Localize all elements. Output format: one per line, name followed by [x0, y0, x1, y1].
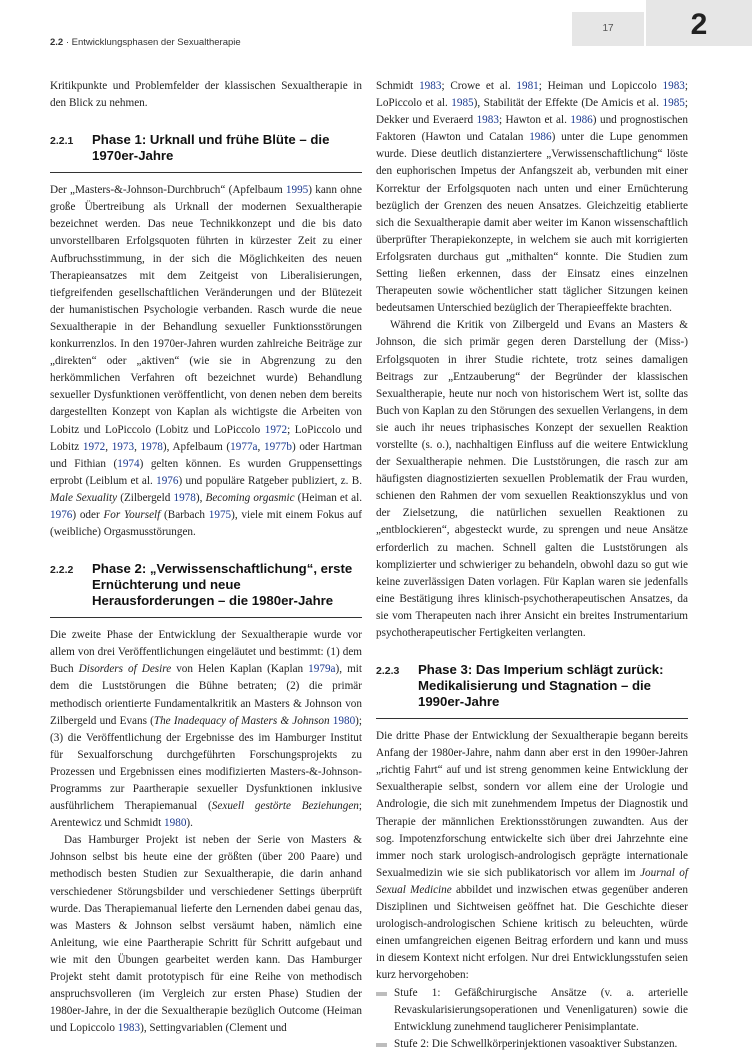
section-title: Phase 2: „Verwissenschaftlichung“, erste Ernüchterung und neue Herausforderungen – die 1980er-Jahre: [92, 561, 353, 609]
text-run: Die dritte Phase der Entwicklung der Sexualtherapie begann bereits Anfang der 1980er-Jahre, nahm dann aber erst in den 1990er-Jahren „richtig Fahrt“ auf und ist streng genommen keine Entwicklung der Sexualtherapie selbst, sondern vor allem eine der Urologie und Andrologie, die sich mit zunehmendem Impetus der Diagnostik und Therapie der männlichen Erektionsstörungen zuwandten. Aus der sog. Impotenzforschung entwickelte sich über drei Jahrzehnte eine immer noch stark urologisch-andrologisch geprägte internationale Sexualmedizin wie sie sich publikatorisch vor allem im: [376, 730, 688, 879]
text-run: (Zilbergeld: [117, 491, 174, 504]
running-head-section: 2.2: [50, 37, 64, 48]
citation-year: 1972: [82, 440, 106, 453]
citation-year: 1986: [529, 131, 552, 144]
citation-year: 1976: [50, 508, 73, 521]
text-run: ) und populäre Ratgeber publiziert, z. B.: [178, 474, 362, 487]
bullet-dash-icon: [376, 992, 387, 996]
text-run: ; Crowe et al.: [441, 80, 517, 92]
book-title: Sexuell gestörte Beziehungen: [211, 800, 359, 813]
chapter-number: 2: [646, 0, 752, 46]
text-run: ; Hawton et al.: [498, 114, 571, 127]
paragraph: [50, 832, 362, 1037]
citation-year: 1973: [111, 440, 135, 453]
text-run: ; LoPiccolo und Lobitz: [50, 423, 363, 453]
text-run: ; LoPiccolo et al.: [376, 80, 688, 110]
section-heading-2-2-2: [50, 561, 362, 618]
text-run: von Helen Kaplan (Kaplan: [171, 663, 309, 676]
paragraph: [376, 728, 688, 984]
citation-year: 1978: [140, 440, 163, 453]
citation-year: 1983: [476, 114, 499, 127]
text-run: ) gelten können. Es wurden Gruppensettings erprobt (Leiblum et al.: [50, 457, 362, 487]
citation-year: 1983: [419, 80, 442, 92]
text-run: Der „Masters-&-Johnson-Durchbruch“ (Apfelbaum: [50, 184, 286, 197]
text-run: ) oder: [72, 508, 104, 521]
left-column: [50, 78, 362, 1037]
text-run: ; Dekker und Everaerd: [376, 97, 688, 127]
text-run: ,: [105, 440, 112, 453]
text-run: Schmidt: [376, 80, 420, 92]
text-run: ) oder Hartman und Fithian (: [50, 440, 362, 470]
citation-year: 1995: [285, 184, 309, 197]
text-run: ) und prognostischen Faktoren (Hawton und Catalan: [376, 114, 688, 144]
text-run: ,: [134, 440, 141, 453]
citation-year: 1983: [662, 80, 685, 92]
text-run: ) unter die Lupe genommen wurde. Diese deutlich distanziertere „Verwissenschaftlichung“ löste den euphorischen Impetus der Anfangszeit ab, verbunden mit einer Korrektur der Erfolgsquoten nach unten und einer Ernüchterung bezüglich der Grenzen des neuen Ansatzes. Gleichzeitig etablierte sich die Sexualtherapie damit aber weiter im Kanon wissenschaftlich überprüfter Therapiekonzepte, in welchem sie auch mit korrigierten Erfolgsraten durchaus gut „mithalten“ konnte. Die Studien zum Setting ließen erkennen, dass der Einsatz eines einzelnen Therapeuten sowie wöchentlicher statt täglicher Sitzungen keinen bedeutsamen Unterschied bezüglich der Therapieeffekte brachten.: [376, 131, 688, 315]
text-run: ), mit dem die Luststörungen die Bühne betraten; (2) die primär methodisch orientierte Fundamentalkritik an Masters & Johnson von Zilbergeld und Evans (: [50, 663, 362, 727]
page-number: 17: [572, 12, 644, 46]
book-title: Journal of Sexual Medicine: [376, 866, 688, 896]
running-head-title: · Entwicklungsphasen der Sexualtherapie: [63, 37, 241, 48]
text-run: ; Heiman und Lopiccolo: [538, 80, 663, 92]
text-run: ), viele mit einem Fokus auf (weibliche) Orgasmusstörungen.: [50, 508, 362, 539]
intro-paragraph: Kritikpunkte und Problemfelder der klassischen Sexualtherapie in den Blick zu nehmen.: [50, 80, 362, 110]
section-title: Phase 1: Urknall und frühe Blüte – die 1970er-Jahre: [92, 132, 330, 164]
section-title: Phase 3: Das Imperium schlägt zurück: Medikalisierung und Stagnation – die 1990er-Jahre: [418, 662, 664, 710]
citation-year: 1977b: [263, 440, 292, 453]
citation-year: 1978: [173, 491, 196, 504]
list-item-text: Stufe 2: Die Schwellkörperinjektionen vasoaktiver Substanzen.: [394, 1037, 678, 1050]
section-number: 2.2.1: [50, 135, 74, 148]
text-run: (Heiman et al.: [294, 491, 362, 504]
citation-year: 1972: [264, 423, 288, 436]
section-number: 2.2.3: [376, 665, 400, 678]
citation-year: 1980: [164, 817, 187, 830]
text-run: Das Hamburger Projekt ist neben der Serie von Masters & Johnson selbst bis heute eine der größten (über 200 Paare) und methodisch besten Studien zur Sexualtherapie, die darin anhand verschiedener Störungsbilder und verschiedener Settings überprüft wurde. Das Therapiemanual lieferte den Lernenden dabei genau das, was Masters & Johnson selbst versäumt haben, nämlich eine Anleitung, wie eine Paartherapie Schritt für Schritt aufgebaut und wie mit den Übungen gearbeitet werden kann. Das Hamburger Projekt steht damit prototypisch für eine Reihe von methodisch anspruchsvolleren (im Vergleich zur ersten Phase) Studien der 1980er-Jahre, in der die Sexualtherapie bezüglich Outcome (Heiman und Lopiccolo: [50, 834, 362, 1035]
citation-year: 1974: [117, 457, 140, 470]
text-run: ), Settingvariablen (Clement und: [140, 1022, 287, 1035]
text-run: ).: [186, 817, 193, 830]
text-run: Die zweite Phase der Entwicklung der Sexualtherapie wurde vor allem von drei Veröffentlichungen eingeläutet und bestimmt: (1) dem Buch: [50, 629, 362, 676]
text-run: ),: [195, 491, 206, 504]
citation-year: 1986: [570, 114, 593, 127]
text-run: ), Apfelbaum (: [162, 440, 231, 453]
text-run: ) kann ohne große Übertreibung als Urknall der modernen Sexualtherapie bezeichnet werden. Das neue Technikkonzept und die bis dato unvorstellbaren Erfolgsquoten führten in kürzester Zeit zu einer Aufbruchsstimmung, in der sich die Möglichkeiten des neuen Therapieansatzes mit dem Zeitgeist von Liberalisierungen, tiefgreifenden gesellschaftlichen Veränderungen und der Blütezeit der humanistischen Psychologie verbanden. Rasch wurde die neue Sexualtherapie in der Behandlung sexueller Funktionsstörungen konkurrenzlos. In den 1970er-Jahren wurden zahlreiche Beiträge zur „direkten“ oder „aktiven“ (wie sie in Abgrenzung zu den herkömmlichen Verfahren oft bezeichnet wurde) Behandlung sexueller Dysfunktionen veröffentlicht, von denen neben dem bereits dargestellten Konzept von Kaplan als wichtigste die Arbeiten von Lobitz und LoPiccolo (Lobitz und LoPiccolo: [50, 184, 362, 436]
text-run: (Barbach: [160, 508, 209, 521]
right-column: [376, 78, 688, 1053]
book-title: For Yourself: [103, 508, 161, 521]
citation-year: 1985: [451, 97, 474, 110]
citation-year: 1980: [332, 714, 356, 727]
citation-year: 1979a: [308, 663, 336, 676]
citation-year: 1985: [662, 97, 685, 110]
section-number: 2.2.2: [50, 564, 74, 577]
running-head: [50, 37, 570, 48]
text-run: Während die Kritik von Zilbergeld und Evans an Masters & Johnson, die sich primär gegen deren Darstellung der (Miss-) Erfolgsquoten in ihrer Studie richtete, trotz seines damaligen Beitrags zur „Entzauberung“ der Begründer der klassischen Sexualtherapie, heute nur noch von historischem Wert ist, sollte das Buch von Kaplan zu den Störungen des sexuellen Verlangens, in dem sie auch ihr neues triphasisches Konzept der sexuellen Reaktion vorstellte (s. o.), nachhaltigen Einfluss auf die weitere Entwicklung der Sexualtherapie nehmen. Die Luststörungen, die rasch zur am häufigsten diagnostizierten sexuellen Problematik der Frau wurden, schienen den Rahmen der vom sexuellen Reaktionszyklus und von der Zielsetzung, die natürlichen sexuellen Reaktionen zu „entblockieren“, abgesteckt wurde, zu sprengen und neue Ansätze erforderlich zu machen. Schnell galten die Luststörungen als komplizierter und schwieriger zu behandeln, obwohl dazu so gut wie keine zuverlässigen Daten vorlagen. Für Kaplan waren sie jedenfalls eine Bestätigung ihres klinisch-psychotherapeutischen Ansatzes, da sie vom Therapeuten nach ihrer Ansicht ein breites Instrumentarium psychotherapeutischer Fertigkeiten verlangten.: [376, 319, 688, 639]
book-title: Male Sexuality: [50, 491, 118, 504]
section-heading-2-2-1: [50, 132, 362, 173]
bullet-list: [376, 985, 688, 1053]
section-heading-2-2-3: [376, 662, 688, 719]
book-title: Disorders of Desire: [78, 663, 172, 676]
list-item: [376, 985, 688, 1036]
list-item: [376, 1036, 688, 1053]
citation-year: 1983: [117, 1022, 141, 1035]
citation-year: 1977a: [230, 440, 258, 453]
list-item-text: Stufe 1: Gefäßchirurgische Ansätze (v. a. arterielle Revaskularisierungsoperationen und Venenligaturen) sowie die Entwicklung zunehmend tauglicherer Penisimplantate.: [394, 986, 688, 1033]
citation-year: 1981: [516, 80, 539, 92]
paragraph: [50, 182, 362, 541]
citation-year: 1976: [156, 474, 179, 487]
text-run: ; Arentewicz und Schmidt: [50, 800, 362, 830]
text-run: abbildet und inzwischen etwas gegenüber anderen Disziplinen und Sichtweisen geöffnet hat. Die Geschichte dieser urologisch-andrologischen Schiene kritisch zu beleuchten, würde einen umfangreichen eigenen Beitrag erfordern und kann und muss in diesem Kontext nicht erfolgen. Nur drei Entwicklungsstufen seien kurz hervorgehoben:: [376, 883, 688, 982]
citation-year: 1975: [208, 508, 232, 521]
text-run: ); (3) die Veröffentlichung der Ergebnisse des im Hamburger Institut für Sexualforschung durchgeführten Forschungsprojekts zu Prozessen und Ergebnissen eines modifizierten Masters-&-Johnson-Programms zur Paartherapie sexueller Dysfunktionen inklusive ausführlichem Therapiemanual (: [50, 714, 362, 813]
paragraph: [376, 317, 688, 642]
text-run: ), Stabilität der Effekte (De Amicis et al.: [473, 97, 663, 110]
paragraph: [376, 78, 688, 317]
paragraph: [50, 627, 362, 832]
book-title: Becoming orgasmic: [205, 491, 295, 504]
bullet-dash-icon: [376, 1043, 387, 1047]
book-title: The Inadequacy of Masters & Johnson: [153, 714, 330, 727]
text-run: ,: [257, 440, 264, 453]
